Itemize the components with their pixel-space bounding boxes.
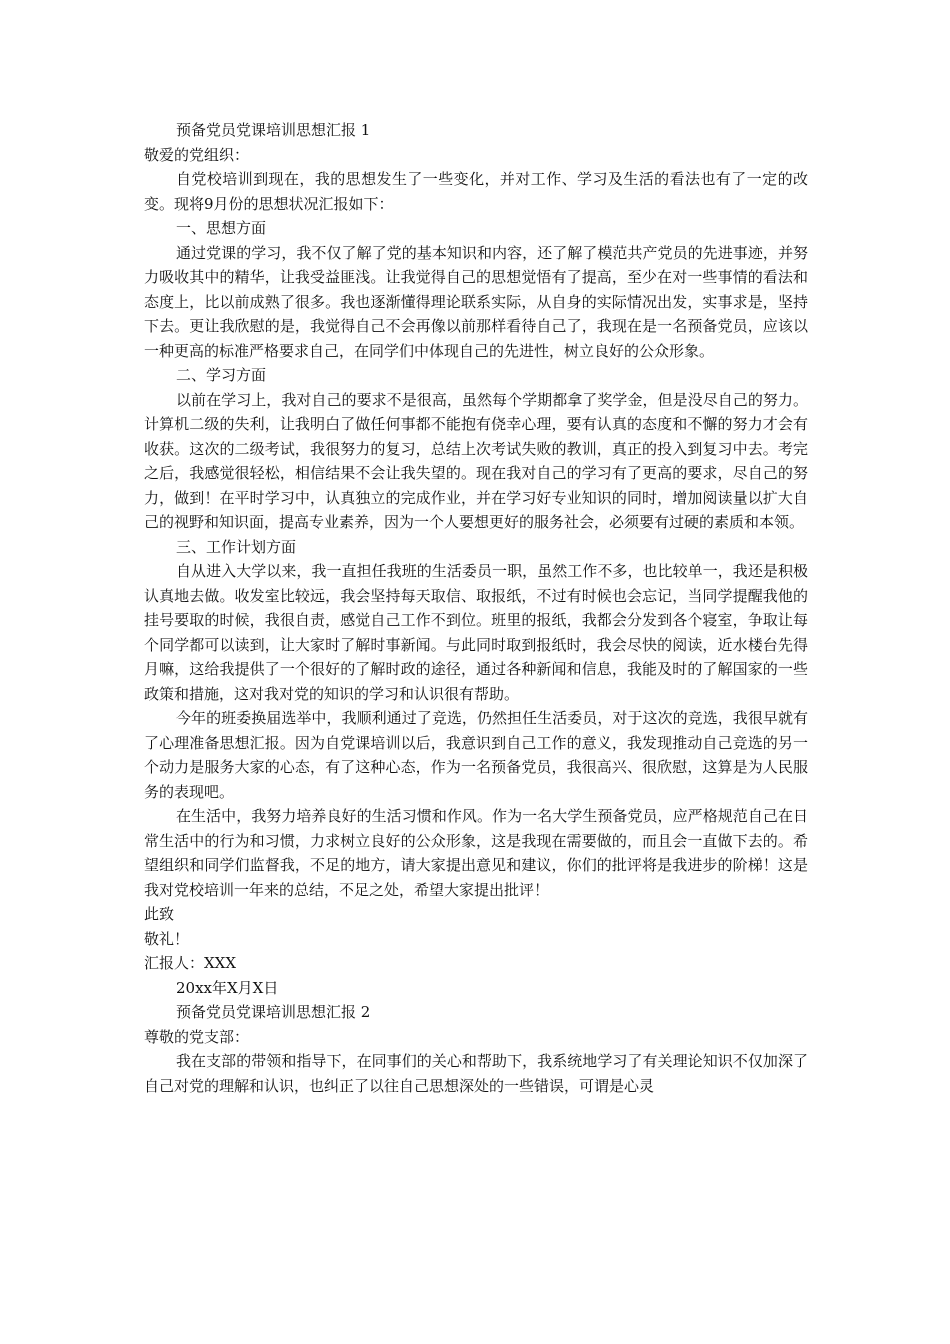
- report2-title: 预备党员党课培训思想汇报 2: [176, 1003, 371, 1021]
- report-date: 20xx年X月X日: [176, 978, 279, 997]
- closing-line-2: 敬礼！: [144, 929, 190, 948]
- section2-body: 以前在学习上，我对自己的要求不是很高，虽然每个学期都拿了奖学金，但是没尽自己的努力。计算机二级的失利，让我明白了做任何事都不能抱有侥幸心理，要有认真的态度和不懈的努力才会有收获。这次的二级考试，我很努力的复习，总结上次考试失败的教训，真正的投入到复习中去。考完之后，我感觉很轻松，相信结果不会让我失望的。现在我对自己的学习有了更高的要求，尽自己的努力，做到！在平时学习中，认真独立的完成作业，并在学习好专业知识的同时，增加阅读量以扩大自己的视野和知识面，提高专业素养，因为一个人要想更好的服务社会，必须要有过硬的素质和本领。: [144, 390, 808, 531]
- reporter-signature: 汇报人：XXX: [144, 954, 237, 972]
- section3-body-3: 在生活中，我努力培养良好的生活习惯和作风。作为一名大学生预备党员，应严格规范自己在日常生活中的行为和习惯，力求树立良好的公众形象，这是我现在需要做的，而且会一直做下去的。希望组织和同学们监督我，不足的地方，请大家提出意见和建议，你们的批评将是我进步的阶梯！这是我对党校培训一年来的总结，不足之处，希望大家提出批评！: [144, 807, 808, 899]
- section1-body: 通过党课的学习，我不仅了解了党的基本知识和内容，还了解了模范共产党员的先进事迹，并努力吸收其中的精华，让我受益匪浅。让我觉得自己的思想觉悟有了提高，至少在对一些事情的看法和态度上，比以前成熟了很多。我也逐渐懂得理论联系实际，从自身的实际情况出发，实事求是，坚持下去。更让我欣慰的是，我觉得自己不会再像以前那样看待自己了，我现在是一名预备党员，应该以一种更高的标准严格要求自己，在同学们中体现自己的先进性，树立良好的公众形象。: [144, 243, 808, 360]
- section1-heading: 一、思想方面: [176, 219, 267, 237]
- report1-salutation: 敬爱的党组织：: [144, 145, 250, 164]
- report1-title: 预备党员党课培训思想汇报 1: [176, 121, 371, 139]
- report2-body: 我在支部的带领和指导下，在同事们的关心和帮助下，我系统地学习了有关理论知识不仅加深了自己对党的理解和认识，也纠正了以往自己思想深处的一些错误，可谓是心灵: [144, 1052, 808, 1095]
- document-page: [144, 118, 808, 1098]
- section3-heading: 三、工作计划方面: [176, 537, 297, 556]
- report2-salutation: 尊敬的党支部：: [144, 1027, 250, 1046]
- section3-body-2: 今年的班委换届选举中，我顺利通过了竞选，仍然担任生活委员，对于这次的竞选，我很早就有了心理准备思想汇报。因为自党课培训以后，我意识到自己工作的意义，我发现推动自己竞选的另一个动力是服务大家的心态，有了这种心态，作为一名预备党员，我很高兴、很欣慰，这算是为人民服务的表现吧。: [144, 709, 808, 801]
- section2-heading: 二、学习方面: [176, 366, 267, 384]
- report1-intro: 自党校培训到现在，我的思想发生了一些变化，并对工作、学习及生活的看法也有了一定的改变。现将9月份的思想状况汇报如下：: [144, 170, 808, 213]
- section3-body-1: 自从进入大学以来，我一直担任我班的生活委员一职，虽然工作不多，也比较单一，我还是积极认真地去做。收发室比较远，我会坚持每天取信、取报纸，不过有时候也会忘记，当同学提醒我他的挂号要取的时候，我很自责，感觉自己工作不到位。班里的报纸，我都会分发到各个寝室，争取让每个同学都可以读到，让大家时了解时事新闻。与此同时取到报纸时，我会尽快的阅读，近水楼台先得月嘛，这给我提供了一个很好的了解时政的途径，通过各种新闻和信息，我能及时的了解国家的一些政策和措施，这对我对党的知识的学习和认识很有帮助。: [144, 562, 808, 703]
- closing-line-1: 此致: [144, 905, 175, 923]
